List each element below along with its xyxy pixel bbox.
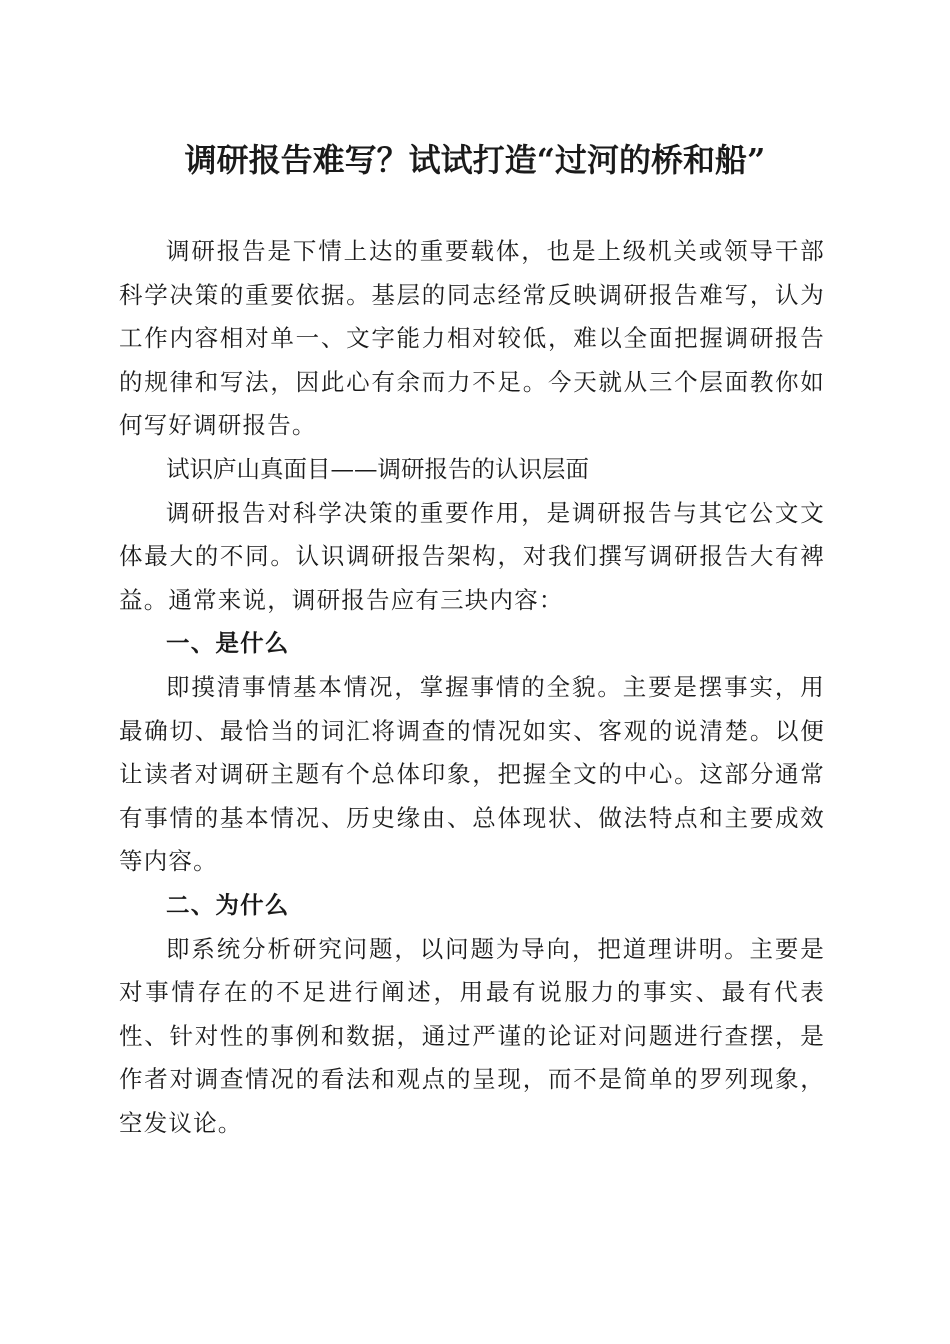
section-intro-paragraph: 调研报告对科学决策的重要作用，是调研报告与其它公文文体最大的不同。认识调研报告架构，对我们撰写调研报告大有裨益。通常来说，调研报告应有三块内容： (119, 498, 825, 614)
what-paragraph: 即摸清事情基本情况，掌握事情的全貌。主要是摆事实，用最确切、最恰当的词汇将调查的情况如实、客观的说清楚。以便让读者对调研主题有个总体印象，把握全文的中心。这部分通常有事情的基本情况、历史缘由、总体现状、做法特点和主要成效等内容。 (119, 672, 825, 876)
subheading-what: 一、是什么 (166, 629, 290, 658)
document-body (119, 230, 825, 1145)
intro-paragraph: 调研报告是下情上达的重要载体，也是上级机关或领导干部科学决策的重要依据。基层的同志经常反映调研报告难写，认为工作内容相对单一、文字能力相对较低，难以全面把握调研报告的规律和写法，因此心有余而力不足。今天就从三个层面教你如何写好调研报告。 (119, 237, 825, 440)
document-title: 调研报告难写？试试打造“过河的桥和船” (184, 141, 766, 179)
subheading-why: 二、为什么 (166, 890, 290, 919)
section-heading: 试识庐山真面目——调研报告的认识层面 (166, 454, 589, 483)
why-paragraph: 即系统分析研究问题，以问题为导向，把道理讲明。主要是对事情存在的不足进行阐述，用最有说服力的事实、最有代表性、针对性的事例和数据，通过严谨的论证对问题进行查摆，是作者对调查情况的看法和观点的呈现，而不是简单的罗列现象，空发议论。 (119, 934, 825, 1137)
